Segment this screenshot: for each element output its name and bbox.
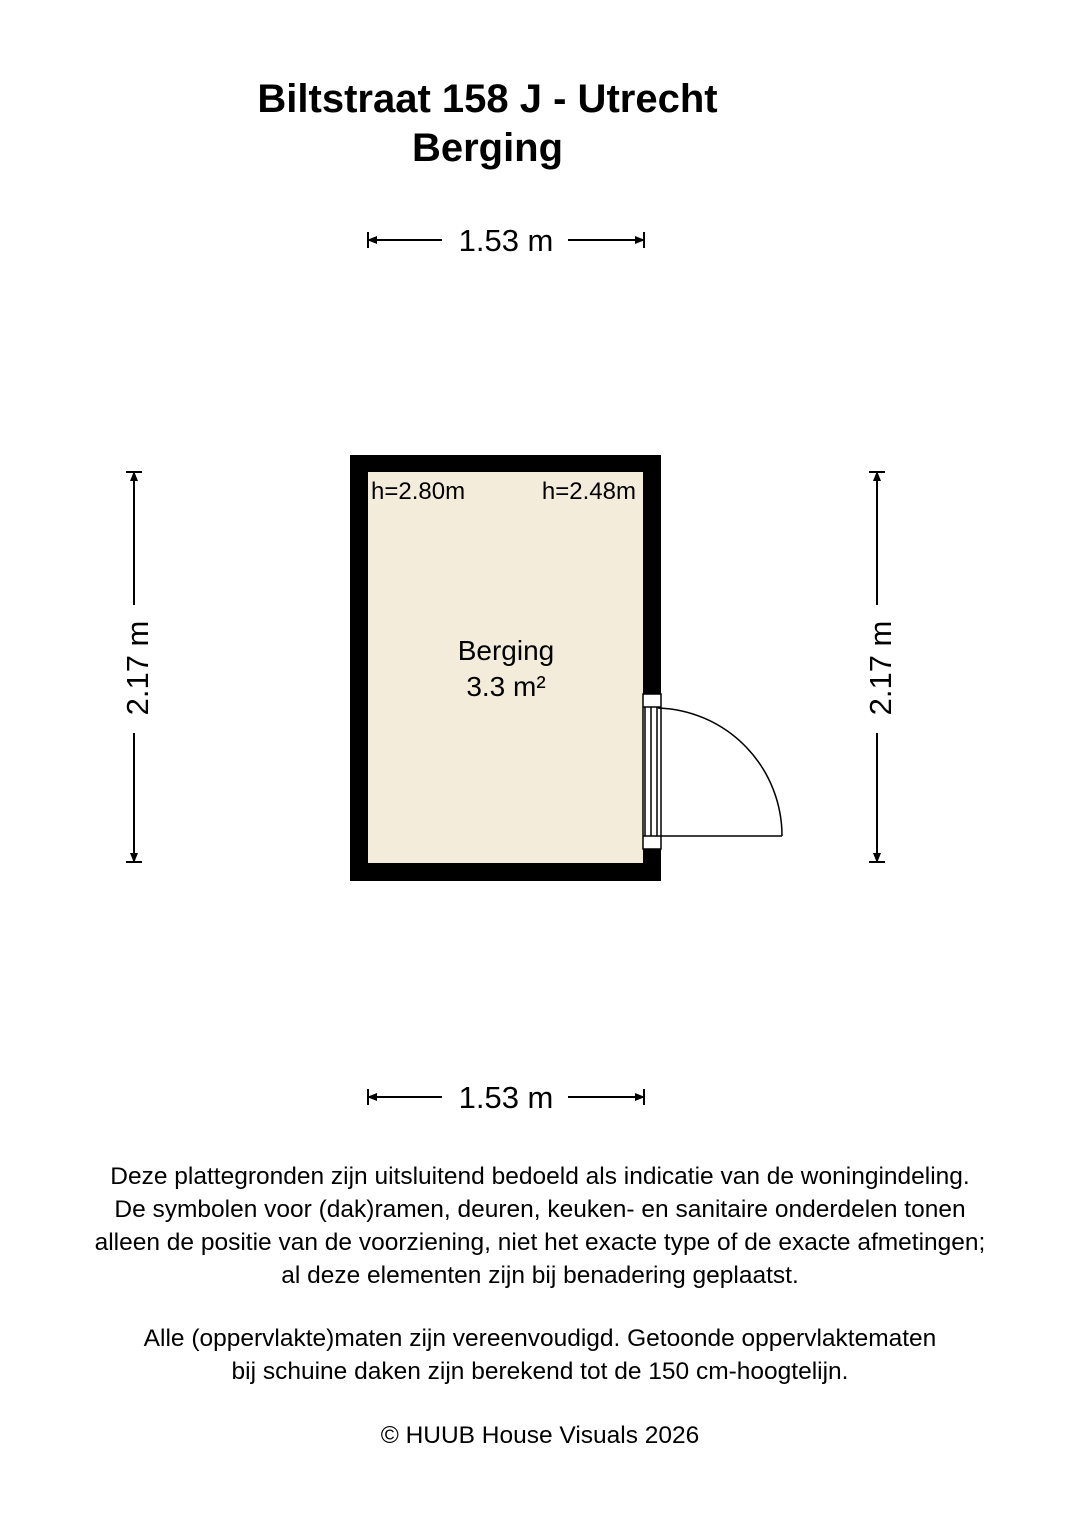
disclaimer-line: al deze elementen zijn bij benadering geplaatst. (281, 1262, 799, 1289)
disclaimer-line: bij schuine daken zijn berekend tot de 150 cm-hoogtelijn. (231, 1358, 849, 1385)
disclaimer-block-2 (0, 1322, 1080, 1388)
dimension-top-label: 1.53 m (458, 223, 554, 258)
room-name: Berging (457, 635, 555, 666)
dimension-right-depth (863, 472, 898, 862)
door (643, 694, 782, 849)
disclaimer-block-1 (0, 1160, 1080, 1292)
room-floor (368, 472, 643, 863)
height-label-right: h=2.48m (541, 478, 636, 505)
disclaimer-line: De symbolen voor (dak)ramen, deuren, keuken- en sanitaire onderdelen tonen (114, 1196, 966, 1223)
dimension-right-label: 2.17 m (863, 620, 898, 716)
copyright-notice: © HUUB House Visuals 2026 (380, 1422, 700, 1449)
disclaimer-line: Alle (oppervlakte)maten zijn vereenvoudigd. Getoonde oppervlaktematen (143, 1325, 937, 1352)
disclaimer-line: alleen de positie van de voorziening, niet het exacte type of de exacte afmetingen; (94, 1229, 986, 1256)
page-title: Biltstraat 158 J - Utrecht (257, 77, 718, 121)
room-area: 3.3 m² (466, 671, 546, 702)
height-label-left: h=2.80m (371, 478, 466, 505)
disclaimer-line: Deze plattegronden zijn uitsluitend bedoeld als indicatie van de woningindeling. (110, 1163, 970, 1190)
page-subtitle: Berging (411, 126, 564, 170)
dimension-bottom-label: 1.53 m (458, 1080, 554, 1115)
dimension-left-label: 2.17 m (120, 620, 155, 716)
door-swing-arc (658, 708, 782, 836)
dimension-left-depth (120, 472, 155, 862)
dimension-bottom-width (368, 1080, 644, 1115)
dimension-top-width (368, 223, 644, 258)
